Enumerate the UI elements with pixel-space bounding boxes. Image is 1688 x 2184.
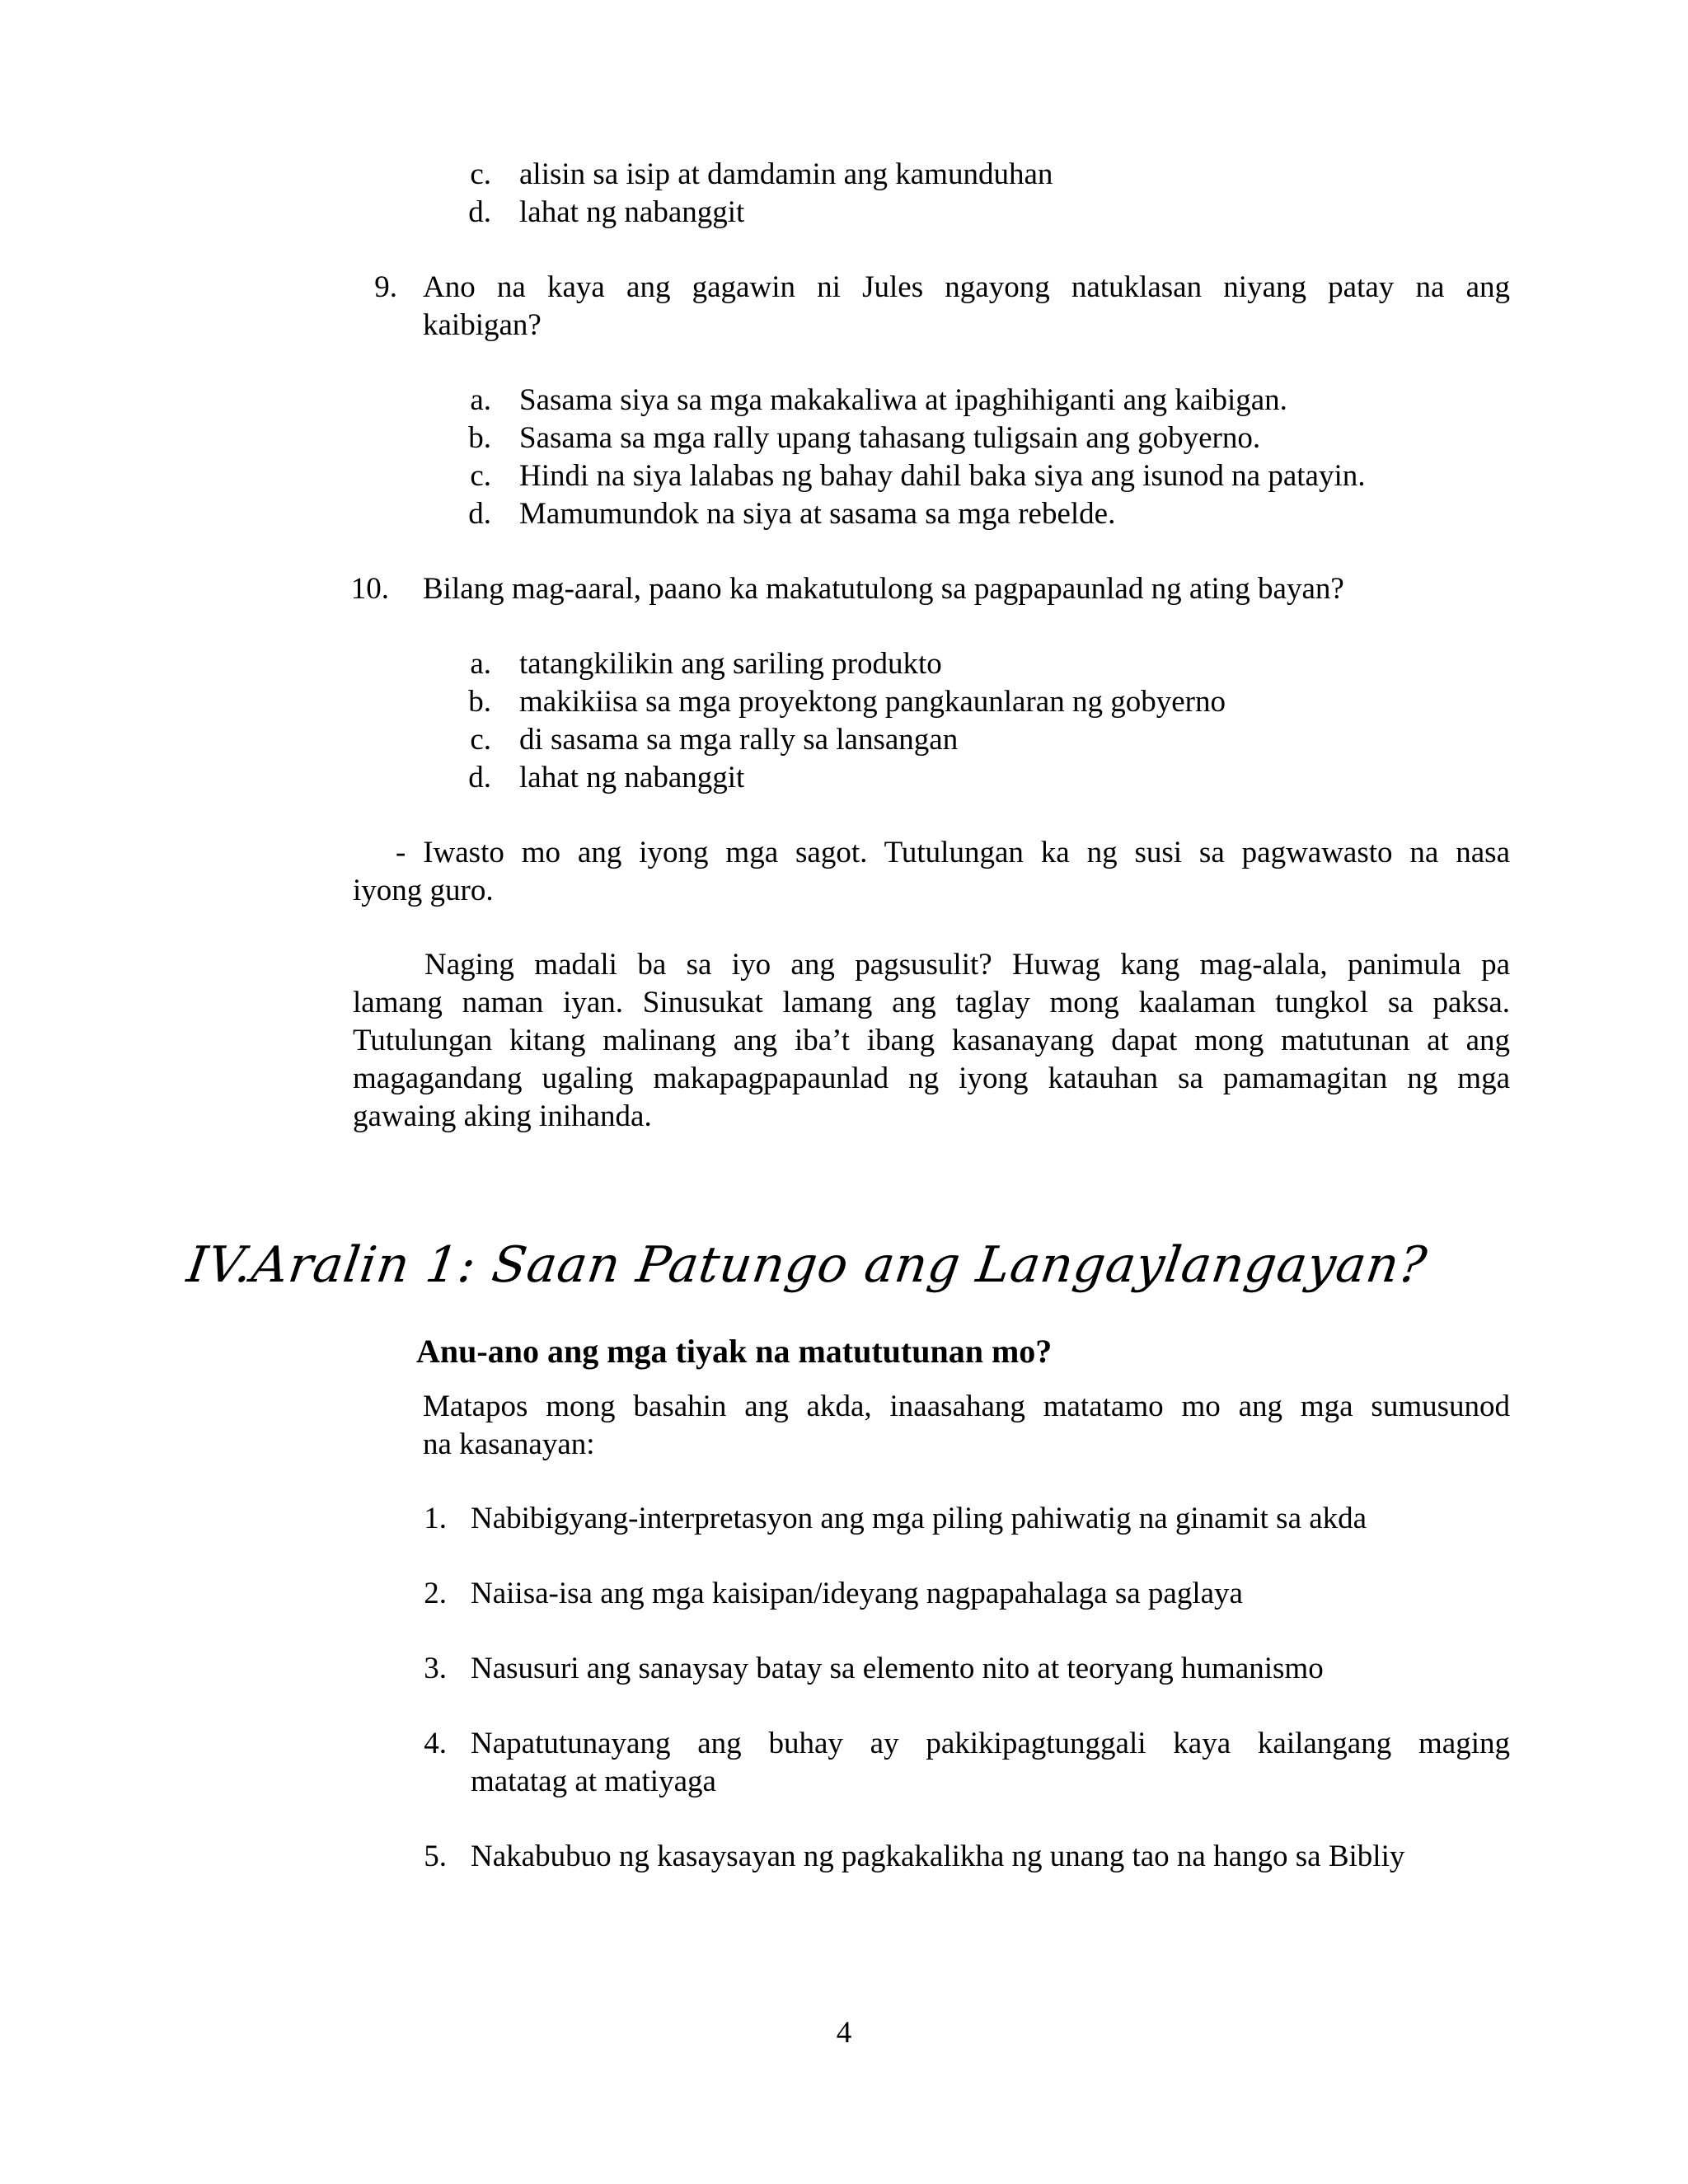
objective-text: Napatutunayang ang buhay ay pakikipagtunggali kaya kailangang maging [471,1727,1510,1760]
option-letter: d. [468,497,491,531]
paragraph-line: Naging madali ba sa iyo ang pagsusulit? Huwag kang mag-alala, panimula pa [424,948,1510,982]
question-number: 10. [350,572,389,606]
option-text: Hindi na siya lalabas ng bahay dahil baka siya ang isunod na patayin. [519,459,1366,493]
objective-text: Naiisa-isa ang mga kaisipan/ideyang nagpapahalaga sa paglaya [471,1577,1243,1610]
paragraph-line: Tutulungan kitang malinang ang iba’t ibang kasanayang dapat mong matutunan at ang [353,1024,1510,1057]
lesson-intro-line1: Matapos mong basahin ang akda, inaasahang matatamo mo ang mga sumusunod [423,1390,1510,1423]
question-text-line2: kaibigan? [423,308,542,342]
option-letter: a. [470,647,491,681]
lesson-intro-line2: na kasanayan: [423,1427,595,1461]
option-text: tatangkilikin ang sariling produkto [519,647,942,681]
question-number: 9. [374,270,397,304]
objective-number: 3. [424,1652,447,1685]
option-text: di sasama sa mga rally sa lansangan [519,723,959,757]
lesson-subheading: Anu-ano ang mga tiyak na matututunan mo? [416,1333,1053,1371]
paragraph-line: lamang naman iyan. Sinusukat lamang ang taglay mong kaalaman tungkol sa paksa. [353,986,1510,1019]
paragraph-line: gawaing aking inihanda. [353,1099,652,1133]
objective-text: Nabibigyang-interpretasyon ang mga piling pahiwatig na ginamit sa akda [471,1502,1367,1535]
option-text: Sasama sa mga rally upang tahasang tuligsain ang gobyerno. [519,421,1261,455]
objective-number: 4. [424,1727,447,1760]
option-text: lahat ng nabanggit [519,195,745,229]
option-letter: c. [470,723,491,757]
option-text: alisin sa isip at damdamin ang kamunduhan [519,157,1053,191]
objective-number: 5. [424,1840,447,1873]
instruction-line1: - Iwasto mo ang iyong mga sagot. Tutulungan ka ng susi sa pagwawasto na nasa [396,836,1510,869]
page-number: 4 [836,2016,852,2050]
instruction-line2: iyong guro. [353,874,494,907]
option-letter: d. [468,761,491,794]
option-text: makikiisa sa mga proyektong pangkaunlaran ng gobyerno [519,685,1226,719]
objective-number: 1. [424,1502,447,1535]
option-letter: b. [468,685,491,719]
question-text-line1: Ano na kaya ang gagawin ni Jules ngayong natuklasan niyang patay na ang [423,270,1510,304]
objective-number: 2. [424,1577,447,1610]
option-letter: c. [470,157,491,191]
option-letter: b. [468,421,491,455]
lesson-heading: IV.Aralin 1: Saan Patungo ang Langaylangayan? [183,1236,1431,1295]
option-letter: d. [468,195,491,229]
option-letter: a. [470,383,491,417]
paragraph-line: magagandang ugaling makapagpapaunlad ng iyong katauhan sa pamamagitan ng mga [353,1062,1510,1095]
option-text: Sasama siya sa mga makakaliwa at ipaghihiganti ang kaibigan. [519,383,1287,417]
question-text: Bilang mag-aaral, paano ka makatutulong sa pagpapaunlad ng ating bayan? [423,572,1344,606]
option-letter: c. [470,459,491,493]
option-text: Mamumundok na siya at sasama sa mga rebelde. [519,497,1116,531]
objective-text: Nasusuri ang sanaysay batay sa elemento nito at teoryang humanismo [471,1652,1324,1685]
option-text: lahat ng nabanggit [519,761,745,794]
objective-text-continued: matatag at matiyaga [471,1765,716,1798]
objective-text: Nakabubuo ng kasaysayan ng pagkakalikha ng unang tao na hango sa Bibliy [471,1840,1405,1873]
